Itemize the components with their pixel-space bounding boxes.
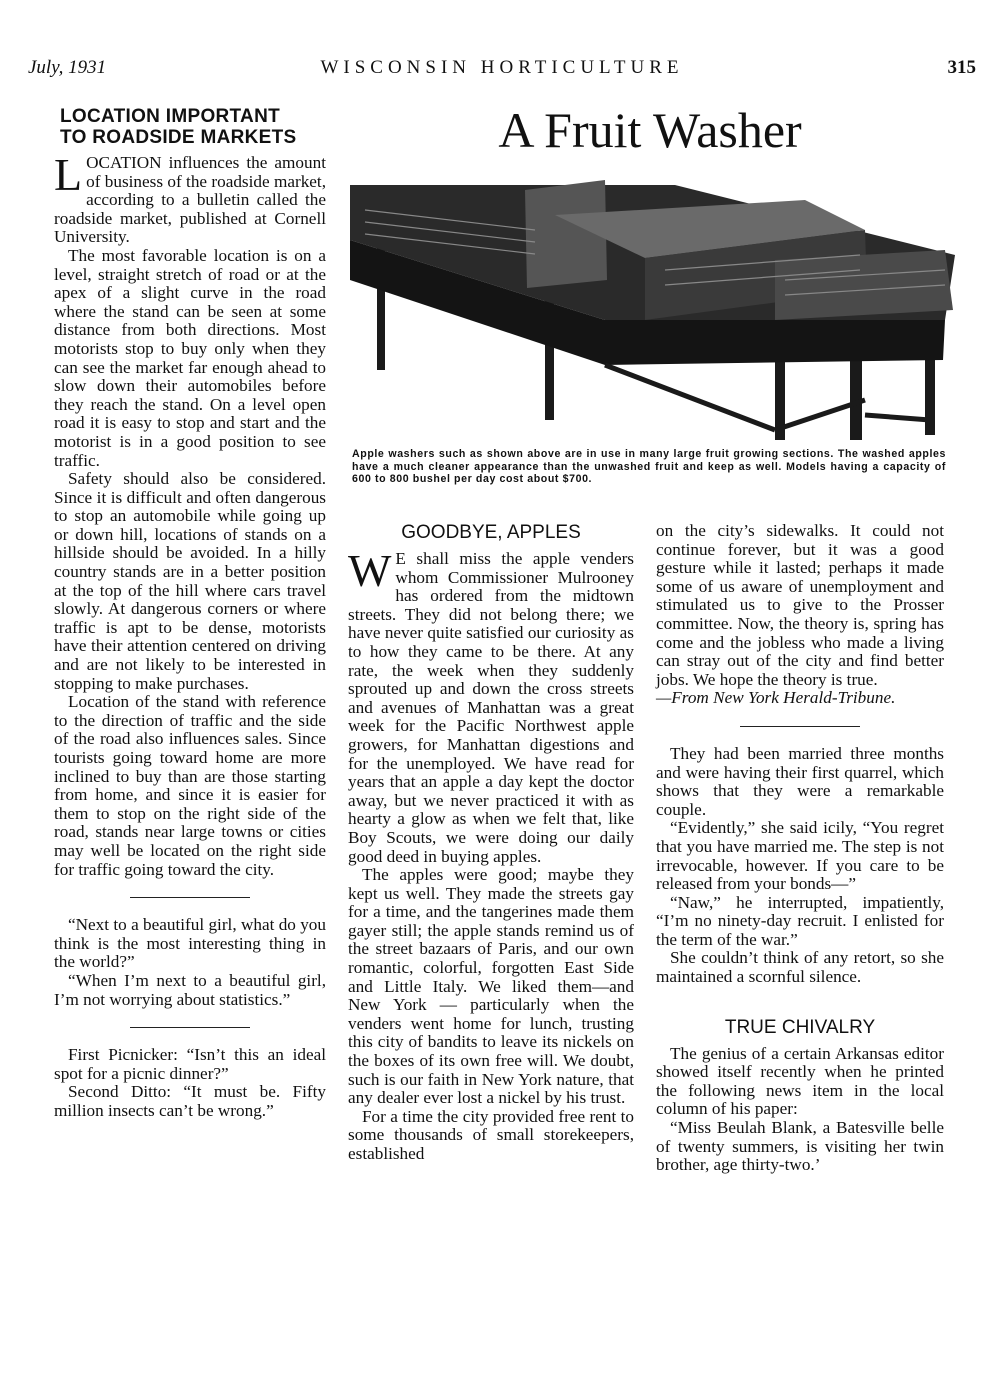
right-column <box>656 522 944 1175</box>
divider <box>130 1027 250 1028</box>
goodbye-paragraph-2: The apples were good; maybe they kept us well. They made the streets gay for a time, and the tangerines made them gayer still; the apple stands remind us of the street bazaars of Paris, and our own romantic, colorful, forgotten East Side and Little Italy. We liked them—and New York — particularly when the venders went home for lunch, trusting this city of bandits to leave its nickels on the boxes of its own free will. We doubt, such is our faith in New York nature, that any dealer ever lost a nickel by his trust. <box>348 865 634 1108</box>
chivalry-headline: TRUE CHIVALRY <box>724 1016 876 1038</box>
married-paragraph-3: “Naw,” he interrupted, impatiently, “I’m no ninety-day recruit. I enlisted for the term of the war.” <box>656 892 944 949</box>
goodbye-headline: GOODBYE, APPLES <box>401 522 581 543</box>
joke2-paragraph-1: First Picnicker: “Isn’t this an ideal spot for a picnic dinner?” <box>54 1045 326 1083</box>
married-paragraph-4: She couldn’t think of any retort, so she maintained a scornful silence. <box>656 948 944 987</box>
goodbye-paragraph-3: For a time the city provided free rent to some thousands of small storekeepers, established <box>348 1106 634 1163</box>
divider <box>740 726 860 727</box>
location-paragraph-1: LOCATION influences the amount of business of the roadside market, according to a bulletin called the roadside market, published at Cornell University. <box>54 149 326 247</box>
location-paragraph-3: Safety should also be considered. Since it is difficult and often dangerous to stop an automobile while going up or down hill, locations of stands on a hillside should be avoided. In a hilly country stands are in a better position at the top of the hill where cars travel slowly. At dangerous corners or where traffic is apt to be dense, motorists have their attention centered on driving and are not likely to be interested in stopping to make purchases. <box>54 469 326 693</box>
drop-cap: W <box>348 545 392 596</box>
location-paragraph-2: The most favorable location is on a level, straight stretch of road or at the apex of a slight curve in the road where the stand can be seen at some distance from both directions. Most motorists stop to buy only when they can see the market far enough ahead to slow down their automobiles before they reach the stand. On a level open road it is easy to stop and start and the motorist is in a good position to see traffic. <box>54 245 326 470</box>
chivalry-paragraph-2: “Miss Beulah Blank, a Batesville belle of twenty summers, is visiting her twin brother, age thirty-two.’ <box>656 1118 944 1175</box>
divider <box>130 897 250 898</box>
photo-caption: Apple washers such as shown above are in use in many large fruit growing sections. The washed apples have a much cleaner appearance than the unwashed fruit and keep as well. Models having a capacity of 600 to 800 bushel per day cost about $700. <box>352 448 946 485</box>
middle-column <box>348 522 634 1164</box>
goodbye-source: —From New York Herald-Tribune. <box>656 688 896 708</box>
joke2-paragraph-2: Second Ditto: “It must be. Fifty million insects can’t be wrong.” <box>54 1082 326 1120</box>
joke1-paragraph-2: “When I’m next to a beautiful girl, I’m not worrying about statistics.” <box>54 970 326 1009</box>
goodbye-paragraph-4: on the city’s sidewalks. It could not continue forever, but it was a good gesture while it lasted; perhaps it made some of us aware of unemployment and stimulated us to give to the Prosser committee. Now, the theory is, spring has come and the jobless who made a living can stray out of the city and find better jobs. We hope the theory is true. <box>656 521 944 689</box>
joke1-paragraph-1: “Next to a beautiful girl, what do you think is the most interesting thing in the world?” <box>54 915 326 972</box>
chivalry-paragraph-1: The genius of a certain Arkansas editor showed itself recently when he printed the following news item in the local column of his paper: <box>656 1043 944 1119</box>
goodbye-paragraph-1: W E shall miss the apple venders whom Commissioner Mulrooney has ordered from the midtown streets. They did not belong there; we have never quite satisfied our curiosity as to how they came to be there. At any rate, the week when they suddenly sprouted up and down the cross streets and avenues of Manhattan was a great week for the Pacific Northwest apple growers, for Manhattan digestions and for the unemployed. We have read for years that an apple a day kept the doctor away, but we never practiced it with as hearty a glow as when we felt that, like Boy Scouts, we were doing our daily good deed in buying apples. <box>348 545 634 866</box>
headline-line-1: LOCATION IMPORTANT <box>60 106 281 127</box>
married-paragraph-2: “Evidently,” she said icily, “You regret that you have married me. The step is not irrevocable, however. If you care to be released from your bonds—” <box>656 818 944 894</box>
headline-line-2: TO ROADSIDE MARKETS <box>60 127 297 148</box>
issue-date: July, 1931 <box>28 57 107 78</box>
left-column <box>54 106 326 1121</box>
location-article-headline <box>60 106 326 148</box>
fruit-washer-title: A Fruit Washer <box>498 102 802 158</box>
fruit-washer-photo <box>345 170 955 450</box>
location-paragraph-4: Location of the stand with reference to the direction of traffic and the side of the road also influences sales. Since tourists going toward home are more inclined to buy than are those starting from home, and since it is easier for them to stop on the right side of the road, stands near large towns or cities may well be located on the right side for traffic going toward the city. <box>54 692 326 879</box>
drop-cap: L <box>54 149 83 200</box>
page-number: 315 <box>947 57 976 78</box>
married-paragraph-1: They had been married three months and were having their first quarrel, which shows that they were a remarkable couple. <box>656 743 944 819</box>
magazine-title: WISCONSIN HORTICULTURE <box>320 57 684 78</box>
